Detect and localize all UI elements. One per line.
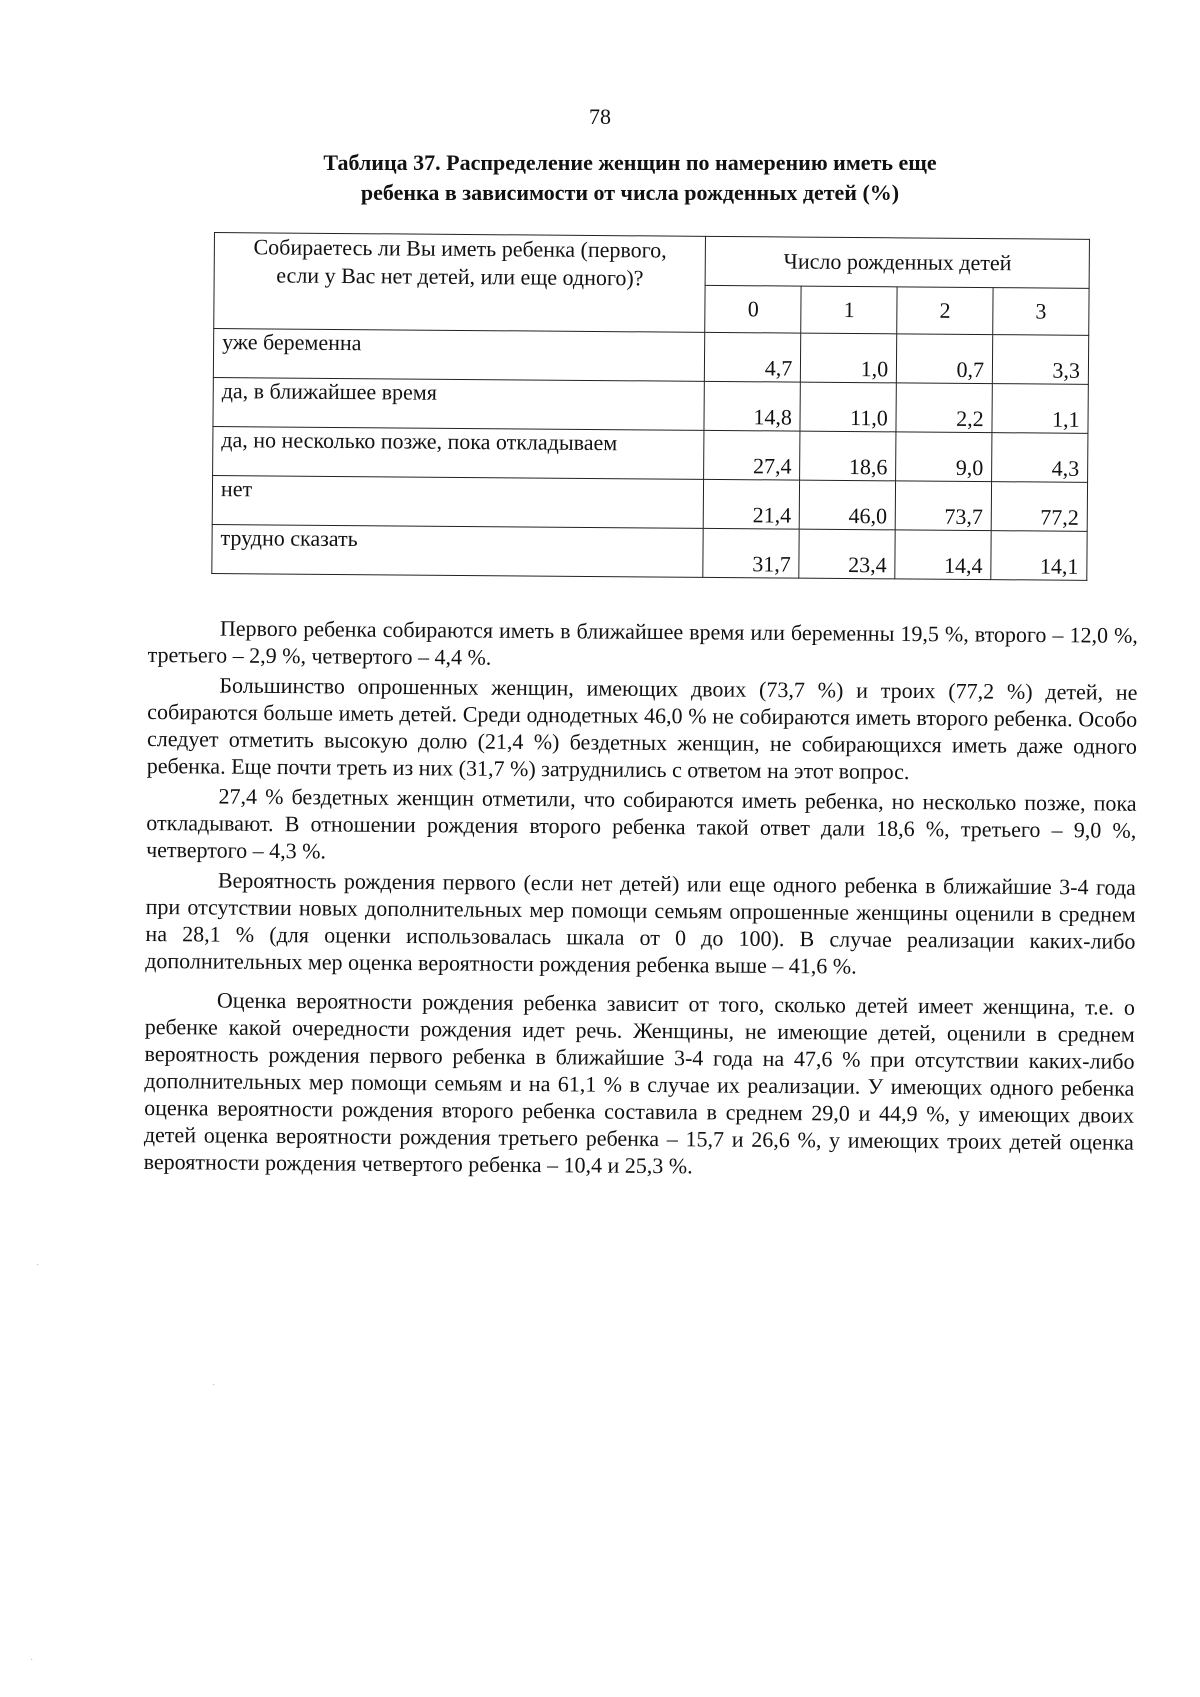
table-cell: 3,3 <box>992 335 1088 385</box>
table-cell: 23,4 <box>799 529 895 579</box>
table-title <box>280 148 980 208</box>
table-cell: 4,3 <box>992 433 1088 483</box>
table-cell: 14,1 <box>991 531 1087 581</box>
table-title-line-1: Таблица 37. Распределение женщин по намерению иметь еще <box>323 150 937 175</box>
table-cell: 18,6 <box>800 431 896 481</box>
children-count-header: Число рожденных детей <box>706 236 1090 288</box>
table-cell: 73,7 <box>895 481 991 531</box>
table-header-row <box>214 233 1089 289</box>
question-header <box>214 233 706 333</box>
table-cell: 4,7 <box>705 332 801 382</box>
body-text <box>144 614 1138 1186</box>
table-cell: 0,7 <box>897 334 993 384</box>
paragraph: Большинство опрошенных женщин, имеющих двоих (73,7 %) и троих (77,2 %) детей, не собираются больше иметь детей. Среди однодетных 46,0 % не собираются иметь второго ребенка. Особо следует отметить высокую долю (21,4 %) бездетных женщин, не собирающихся иметь даже одного ребенка. Еще почти треть из них (31,7 %) затруднились с ответом на этот вопрос. <box>146 672 1138 784</box>
table-cell: 14,4 <box>895 530 991 580</box>
table-cell: 1,1 <box>992 384 1088 434</box>
column-header-0: 0 <box>705 285 801 333</box>
table-cell: 21,4 <box>704 479 800 529</box>
row-label: нет <box>212 475 704 528</box>
row-label: трудно сказать <box>212 524 704 577</box>
table-row <box>212 524 1087 580</box>
row-label: уже беременна <box>213 329 705 382</box>
table-row <box>213 377 1088 433</box>
scan-speck: · <box>212 1380 216 1391</box>
scan-speck: · <box>30 1655 34 1666</box>
column-header-2: 2 <box>897 287 993 335</box>
table-cell: 77,2 <box>991 482 1087 532</box>
scan-speck: · <box>36 1260 40 1271</box>
table-row <box>213 329 1088 385</box>
table-cell: 9,0 <box>896 432 992 482</box>
table-cell: 11,0 <box>800 382 896 432</box>
distribution-table <box>211 232 1090 581</box>
table-row <box>212 475 1087 531</box>
table-cell: 31,7 <box>703 528 799 578</box>
question-header-line-2: если у Вас нет детей, или еще одного)? <box>276 262 644 291</box>
paragraph: Вероятность рождения первого (если нет детей) или еще одного ребенка в ближайшие 3-4 года при отсутствии новых дополнительных мер помощи семьям опрошенные женщины оценили в среднем на 28,1 % (для оценки использовалась шкала от 0 до 100). В случае реализации каких-либо дополнительных мер оценка вероятности рождения ребенка выше – 41,6 %. <box>145 867 1136 979</box>
table-row <box>213 426 1088 482</box>
column-header-3: 3 <box>993 288 1089 336</box>
table-cell: 14,8 <box>704 381 800 431</box>
row-label: да, но несколько позже, пока откладываем <box>213 426 705 479</box>
column-header-1: 1 <box>801 286 897 334</box>
table-cell: 1,0 <box>801 333 897 383</box>
paragraph: Оценка вероятности рождения ребенка зависит от того, сколько детей имеет женщина, т.е. о ребенке какой очередности рождения идет речь. Женщины, не имеющие детей, оценили в среднем вероятность рождения первого ребенка в ближайшие 3-4 года на 47,6 % при отсутствии каких-либо дополнительных мер помощи семьям и на 61,1 % в случае их реализации. У имеющих одного ребенка оценка вероятности рождения второго ребенка составила в среднем 29,0 и 44,9 %, у имеющих двоих детей оценка вероятности рождения третьего ребенка – 15,7 и 26,6 %, у имеющих троих детей оценка вероятности рождения четвертого ребенка – 10,4 и 25,3 %. <box>143 987 1136 1179</box>
table-title-line-2: ребенка в зависимости от числа рожденных детей (%) <box>360 180 900 205</box>
table-cell: 2,2 <box>896 383 992 433</box>
row-label: да, в ближайшее время <box>213 377 705 430</box>
table-cell: 46,0 <box>800 480 896 530</box>
question-header-line-1: Собираетесь ли Вы иметь ребенка (первого, <box>253 234 667 263</box>
table-cell: 27,4 <box>704 430 800 480</box>
paragraph: 27,4 % бездетных женщин отметили, что собираются иметь ребенка, но несколько позже, пока откладывают. В отношении рождения второго ребенка такой ответ дали 18,6 %, третьего – 9,0 %, четвертого – 4,3 %. <box>146 783 1137 864</box>
page-number: 78 <box>589 104 611 129</box>
paragraph: Первого ребенка собираются иметь в ближайшее время или беременны 19,5 %, второго – 12,0 %, третьего – 2,9 %, четвертого – 4,4 %. <box>147 615 1138 670</box>
